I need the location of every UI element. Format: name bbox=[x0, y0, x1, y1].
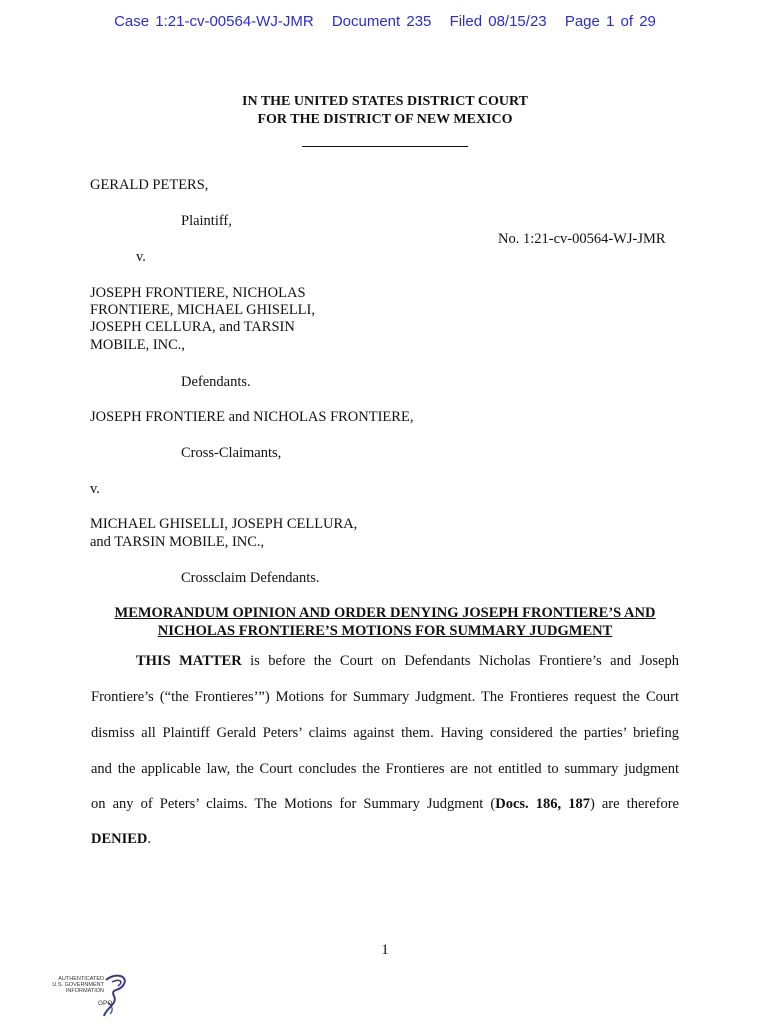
gpo-authentication-logo bbox=[44, 972, 134, 1018]
filed-date-stamp: Filed 08/15/23 bbox=[449, 13, 547, 30]
cross-claimants-name: JOSEPH FRONTIERE and NICHOLAS FRONTIERE, bbox=[90, 409, 414, 425]
crossclaim-defendants-role: Crossclaim Defendants. bbox=[181, 570, 320, 586]
body-line-2: Frontiere’s (“the Frontieres’”) Motions for Summary Judgment. The Frontieres request the Court bbox=[91, 689, 679, 705]
cross-claimants-role: Cross-Claimants, bbox=[181, 445, 282, 461]
body-line-4: and the applicable law, the Court concludes the Frontieres are not entitled to summary judgment bbox=[91, 761, 679, 777]
case-number: No. 1:21-cv-00564-WJ-JMR bbox=[498, 231, 666, 247]
case-number-stamp: Case 1:21-cv-00564-WJ-JMR bbox=[114, 13, 314, 30]
plaintiff-name: GERALD PETERS, bbox=[90, 177, 209, 193]
filing-stamp bbox=[0, 13, 770, 30]
document-number-stamp: Document 235 bbox=[331, 13, 432, 30]
body-line-1: THIS MATTER is before the Court on Defendants Nicholas Frontiere’s and Joseph bbox=[136, 653, 679, 669]
page-number: 1 bbox=[381, 942, 389, 958]
defendants-line: JOSEPH CELLURA, and TARSIN bbox=[90, 319, 295, 335]
body-line-3: dismiss all Plaintiff Gerald Peters’ claims against them. Having considered the parties’ briefing bbox=[91, 725, 679, 741]
defendants-line: JOSEPH FRONTIERE, NICHOLAS bbox=[90, 285, 306, 301]
plaintiff-role: Plaintiff, bbox=[181, 213, 232, 229]
order-title-line2: NICHOLAS FRONTIERE’S MOTIONS FOR SUMMARY JUDGMENT bbox=[157, 623, 613, 639]
docs-reference: Docs. 186, 187 bbox=[495, 796, 590, 812]
page-count-stamp: Page 1 of 29 bbox=[564, 13, 656, 30]
order-title-line1: MEMORANDUM OPINION AND ORDER DENYING JOSEPH FRONTIERE’S AND bbox=[114, 605, 656, 621]
defendants-line: FRONTIERE, MICHAEL GHISELLI, bbox=[90, 302, 315, 318]
body-line-5: on any of Peters’ claims. The Motions for Summary Judgment (Docs. 186, 187) are therefore bbox=[91, 796, 679, 812]
defendants-role: Defendants. bbox=[181, 374, 251, 390]
defendants-line: MOBILE, INC., bbox=[90, 337, 186, 353]
eagle-icon bbox=[102, 972, 132, 1018]
court-name-line1: IN THE UNITED STATES DISTRICT COURT bbox=[242, 94, 528, 109]
crossclaim-defendants-line: MICHAEL GHISELLI, JOSEPH CELLURA, bbox=[90, 516, 358, 532]
versus-1: v. bbox=[136, 249, 146, 265]
denied-bold: DENIED bbox=[91, 831, 148, 847]
this-matter-bold: THIS MATTER bbox=[136, 653, 242, 669]
body-line-6: DENIED. bbox=[91, 831, 152, 847]
court-header-rule bbox=[302, 146, 468, 147]
crossclaim-defendants-line: and TARSIN MOBILE, INC., bbox=[90, 534, 265, 550]
gpo-logo-text: AUTHENTICATED U.S. GOVERNMENT INFORMATION bbox=[52, 976, 104, 994]
gpo-mark: GPO bbox=[98, 1000, 113, 1007]
versus-2: v. bbox=[90, 481, 100, 497]
court-name-line2: FOR THE DISTRICT OF NEW MEXICO bbox=[257, 112, 513, 127]
